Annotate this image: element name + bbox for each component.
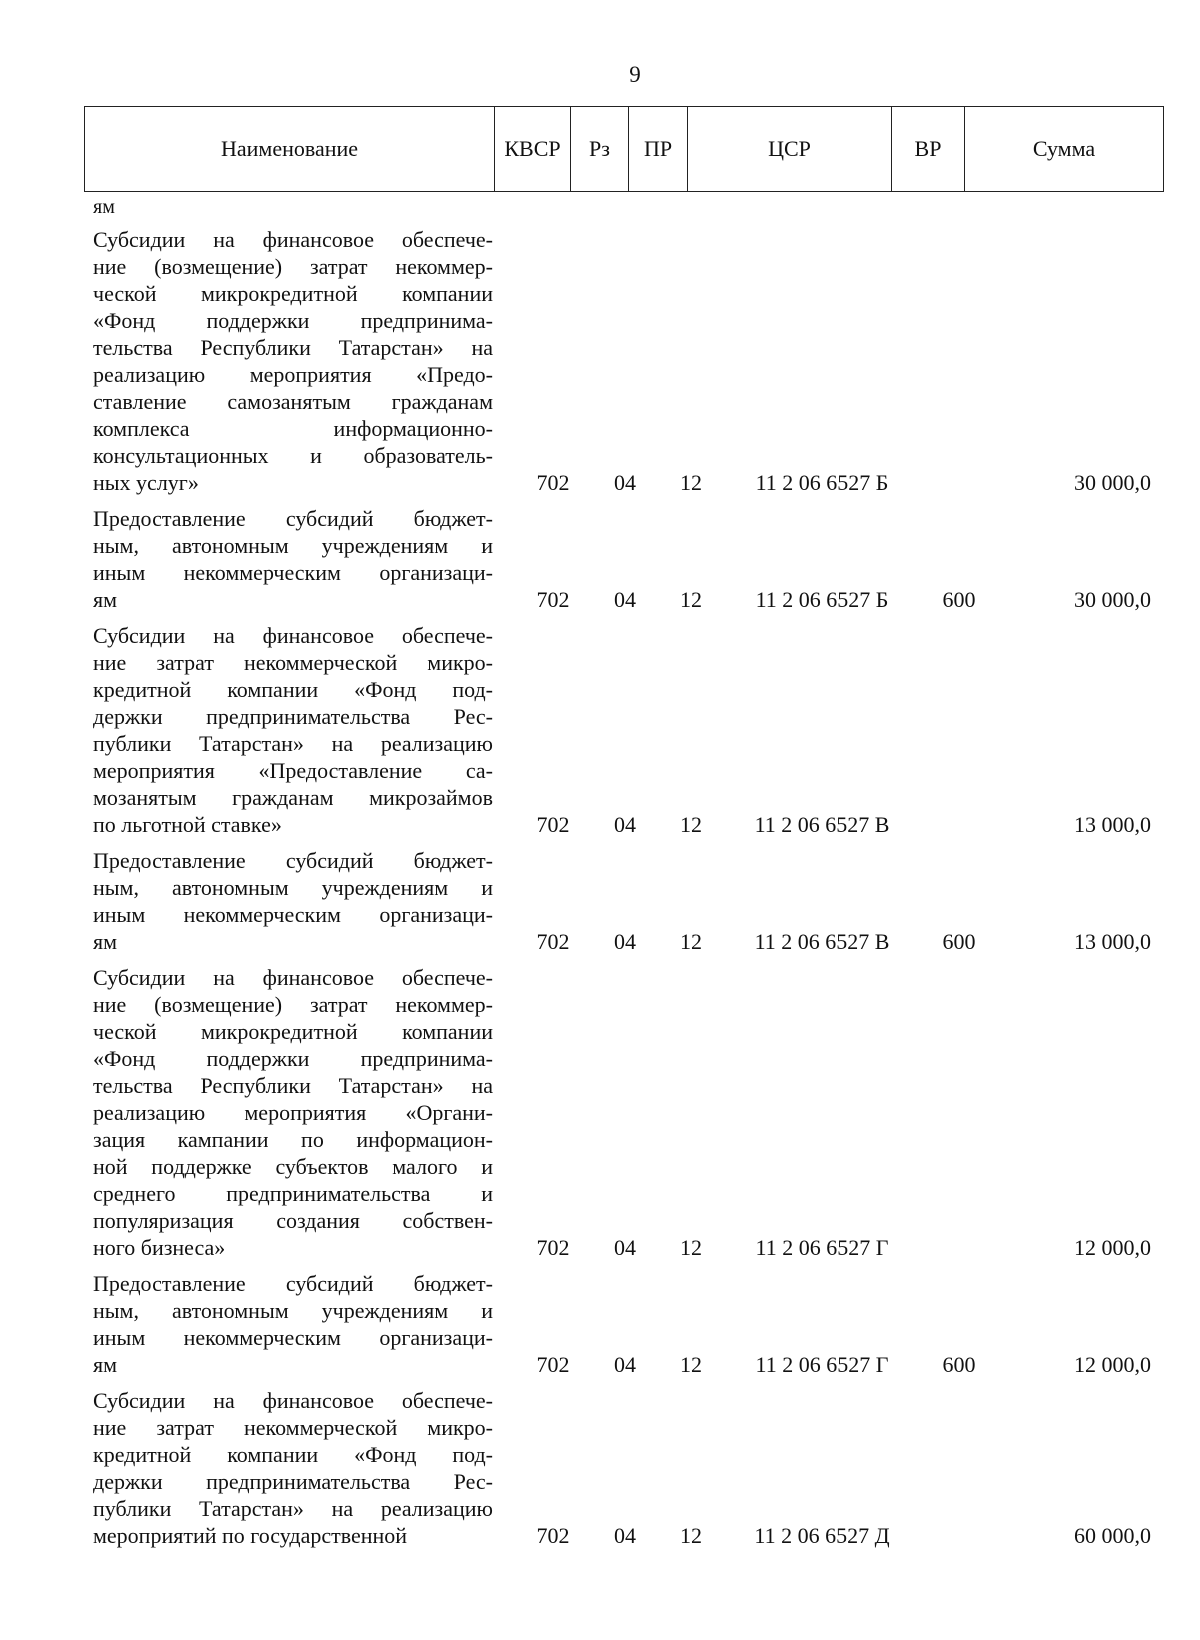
row-name bbox=[93, 847, 493, 955]
row-name-line: зация кампании по информацион- bbox=[93, 1127, 493, 1152]
table-row bbox=[84, 847, 1163, 955]
row-sum: 13 000,0 bbox=[1074, 929, 1151, 954]
row-csr: 11 2 06 6527 Б bbox=[755, 470, 889, 495]
row-pr: 12 bbox=[680, 587, 702, 612]
row-pr: 12 bbox=[680, 1352, 702, 1377]
row-name-line: ние затрат некоммерческой микро- bbox=[93, 1415, 493, 1440]
header-csr: ЦСР bbox=[688, 107, 892, 192]
table-row bbox=[84, 964, 1163, 1261]
row-sum: 13 000,0 bbox=[1074, 812, 1151, 837]
row-name-line: Субсидии на финансовое обеспече- bbox=[93, 227, 493, 252]
row-sum: 30 000,0 bbox=[1074, 587, 1151, 612]
header-kvsr: КВСР bbox=[495, 107, 571, 192]
row-kvsr: 702 bbox=[536, 1235, 570, 1260]
row-name-line: ние (возмещение) затрат некоммер- bbox=[93, 992, 493, 1017]
row-name-line: «Фонд поддержки предпринима- bbox=[93, 308, 493, 333]
row-name-line: мероприятий по государственной bbox=[93, 1523, 408, 1548]
header-rz: Рз bbox=[571, 107, 629, 192]
row-name-line: кредитной компании «Фонд под- bbox=[93, 1442, 493, 1467]
row-name bbox=[93, 964, 493, 1261]
row-name-line: консультационных и образователь- bbox=[93, 443, 493, 468]
row-name-line: тельства Республики Татарстан» на bbox=[93, 335, 493, 360]
row-sum: 30 000,0 bbox=[1074, 470, 1151, 495]
row-csr: 11 2 06 6527 В bbox=[754, 812, 890, 837]
row-pr: 12 bbox=[680, 470, 702, 495]
row-name-line: ставление самозанятым гражданам bbox=[93, 389, 493, 414]
row-name-line: Субсидии на финансовое обеспече- bbox=[93, 965, 493, 990]
row-name-line: иным некоммерческим организаци- bbox=[93, 560, 493, 585]
row-name bbox=[93, 505, 493, 613]
row-pr: 12 bbox=[680, 812, 702, 837]
row-csr: 11 2 06 6527 Г bbox=[755, 1352, 889, 1377]
row-name-line: ным, автономным учреждениям и bbox=[93, 533, 493, 558]
row-kvsr: 702 bbox=[536, 470, 570, 495]
row-name bbox=[93, 1387, 493, 1549]
row-name-line: тельства Республики Татарстан» на bbox=[93, 1073, 493, 1098]
row-name-line: кредитной компании «Фонд под- bbox=[93, 677, 493, 702]
row-kvsr: 702 bbox=[536, 929, 570, 954]
row-name bbox=[93, 622, 493, 838]
row-rz: 04 bbox=[614, 1523, 636, 1548]
row-sum: 12 000,0 bbox=[1074, 1235, 1151, 1260]
row-rz: 04 bbox=[614, 929, 636, 954]
row-name-line: ям bbox=[93, 929, 118, 954]
row-name-line: Субсидии на финансовое обеспече- bbox=[93, 1388, 493, 1413]
header-sum: Сумма bbox=[965, 107, 1164, 192]
row-rz: 04 bbox=[614, 812, 636, 837]
row-kvsr: 702 bbox=[536, 1352, 570, 1377]
page-number: 9 bbox=[629, 62, 641, 87]
row-rz: 04 bbox=[614, 587, 636, 612]
row-name-line: ным, автономным учреждениям и bbox=[93, 1298, 493, 1323]
row-kvsr: 702 bbox=[536, 1523, 570, 1548]
row-name-line: иным некоммерческим организаци- bbox=[93, 902, 493, 927]
table-row bbox=[84, 226, 1163, 496]
row-kvsr: 702 bbox=[536, 812, 570, 837]
table-row bbox=[84, 505, 1163, 613]
row-name-line: Предоставление субсидий бюджет- bbox=[93, 1271, 493, 1296]
table-row bbox=[84, 622, 1163, 838]
row-name-line: публики Татарстан» на реализацию bbox=[93, 1496, 493, 1521]
row-rz: 04 bbox=[614, 1352, 636, 1377]
row-name-line: мероприятия «Предоставление са- bbox=[93, 758, 493, 783]
row-name-line: ным, автономным учреждениям и bbox=[93, 875, 493, 900]
row-vr: 600 bbox=[942, 587, 976, 612]
row-name-line: «Фонд поддержки предпринима- bbox=[93, 1046, 493, 1071]
table-row bbox=[84, 1387, 1163, 1549]
table-header bbox=[84, 106, 1164, 192]
row-pr: 12 bbox=[680, 929, 702, 954]
carry-over-text: ям bbox=[93, 196, 115, 218]
row-csr: 11 2 06 6527 Г bbox=[755, 1235, 889, 1260]
row-name-line: мозанятым гражданам микрозаймов bbox=[93, 785, 493, 810]
row-csr: 11 2 06 6527 Б bbox=[755, 587, 889, 612]
row-name-line: Субсидии на финансовое обеспече- bbox=[93, 623, 493, 648]
row-name-line: по льготной ставке» bbox=[93, 812, 282, 837]
row-name-line: реализацию мероприятия «Органи- bbox=[93, 1100, 493, 1125]
header-pr: ПР bbox=[629, 107, 688, 192]
row-rz: 04 bbox=[614, 1235, 636, 1260]
row-vr: 600 bbox=[942, 1352, 976, 1377]
row-name bbox=[93, 1270, 493, 1378]
row-csr: 11 2 06 6527 Д bbox=[754, 1523, 890, 1548]
row-name-line: держки предпринимательства Рес- bbox=[93, 1469, 493, 1494]
row-pr: 12 bbox=[680, 1235, 702, 1260]
header-name: Наименование bbox=[85, 107, 495, 192]
row-name-line: ных услуг» bbox=[93, 470, 199, 495]
table-body bbox=[84, 226, 1163, 1558]
row-name-line: ние затрат некоммерческой микро- bbox=[93, 650, 493, 675]
row-name-line: комплекса информационно- bbox=[93, 416, 493, 441]
row-kvsr: 702 bbox=[536, 587, 570, 612]
row-sum: 12 000,0 bbox=[1074, 1352, 1151, 1377]
row-name-line: среднего предпринимательства и bbox=[93, 1181, 493, 1206]
row-name-line: ям bbox=[93, 1352, 118, 1377]
row-name-line: публики Татарстан» на реализацию bbox=[93, 731, 493, 756]
header-vr: ВР bbox=[892, 107, 965, 192]
row-name-line: иным некоммерческим организаци- bbox=[93, 1325, 493, 1350]
row-name-line: Предоставление субсидий бюджет- bbox=[93, 848, 493, 873]
row-name-line: ной поддержке субъектов малого и bbox=[93, 1154, 493, 1179]
row-name-line: Предоставление субсидий бюджет- bbox=[93, 506, 493, 531]
row-name bbox=[93, 226, 493, 496]
row-name-line: держки предпринимательства Рес- bbox=[93, 704, 493, 729]
row-name-line: реализацию мероприятия «Предо- bbox=[93, 362, 493, 387]
row-sum: 60 000,0 bbox=[1074, 1523, 1151, 1548]
row-pr: 12 bbox=[680, 1523, 702, 1548]
row-name-line: ям bbox=[93, 587, 118, 612]
table-row bbox=[84, 1270, 1163, 1378]
row-vr: 600 bbox=[942, 929, 976, 954]
row-name-line: ческой микрокредитной компании bbox=[93, 1019, 493, 1044]
row-name-line: ние (возмещение) затрат некоммер- bbox=[93, 254, 493, 279]
row-csr: 11 2 06 6527 В bbox=[754, 929, 890, 954]
row-name-line: популяризация создания собствен- bbox=[93, 1208, 493, 1233]
row-rz: 04 bbox=[614, 470, 636, 495]
row-name-line: ческой микрокредитной компании bbox=[93, 281, 493, 306]
row-name-line: ного бизнеса» bbox=[93, 1235, 226, 1260]
